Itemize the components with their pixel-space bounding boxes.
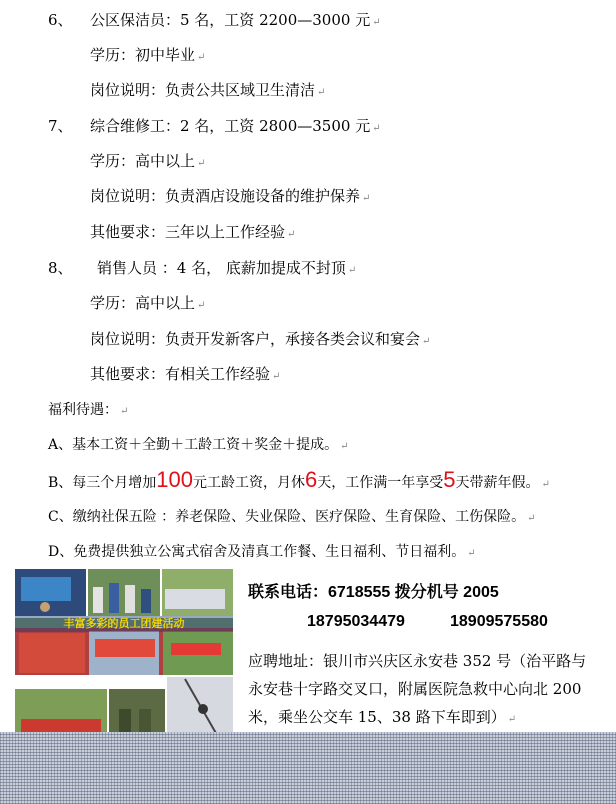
position-7-other: 其他要求：三年以上工作经验 ↵	[90, 223, 296, 241]
position-7-title: 综合维修工：2 名，工资 2800—3500 元 ↵	[90, 117, 381, 135]
benefit-d: D、免费提供独立公寓式宿舍及清真工作餐、生日福利、节日福利。 ↵	[48, 544, 476, 560]
position-8-title: 销售人员 ：4 名， 底薪加提成不封顶 ↵	[97, 259, 357, 277]
position-6-number: 6、	[48, 11, 73, 29]
position-6-title: 公区保洁员：5 名，工资 2200—3000 元 ↵	[90, 11, 381, 29]
photo-collage-image	[15, 569, 233, 751]
position-6-description: 岗位说明：负责公共区域卫生清洁 ↵	[90, 81, 326, 99]
team-building-photo-collage	[15, 569, 233, 751]
contact-mobile-2: 18909575580	[450, 613, 548, 630]
benefit-b-amount: 100	[156, 467, 194, 492]
benefits-heading: 福利待遇： ↵	[48, 402, 129, 418]
contact-address: 应聘地址：银川市兴庆区永安巷 352 号（治平路与永安巷十字路交叉口，附属医院急救中心向北 200 米，乘坐公交车 15、38 路下车即到） ↵	[248, 652, 587, 726]
benefit-b-leave: 5	[443, 467, 456, 492]
position-8-description: 岗位说明：负责开发新客户，承接各类会议和宴会 ↵	[90, 330, 431, 348]
position-8-number: 8、	[48, 259, 73, 277]
contact-phone: 联系电话：6718555 拨分机号 2005	[248, 584, 499, 601]
benefit-b: B、每三个月增加100元工龄工资，月休6天，工作满一年享受5天带薪年假。 ↵	[48, 467, 550, 492]
position-8-education: 学历：高中以上 ↵	[90, 294, 206, 312]
position-7-number: 7、	[48, 117, 73, 135]
benefit-a: A、基本工资＋全勤＋工龄工资＋奖金＋提成。 ↵	[48, 437, 349, 453]
footer-pattern-band	[0, 732, 616, 804]
photo-banner-caption: 丰富多彩的员工团建活动	[15, 616, 233, 632]
position-6-education: 学历：初中毕业 ↵	[90, 46, 206, 64]
benefit-b-days: 6	[305, 467, 318, 492]
position-7-education: 学历：高中以上 ↵	[90, 152, 206, 170]
position-8-other: 其他要求：有相关工作经验 ↵	[90, 365, 281, 383]
position-7-description: 岗位说明：负责酒店设施设备的维护保养 ↵	[90, 187, 371, 205]
benefit-c: C、缴纳社保五险 ：养老保险、失业保险、医疗保险、生育保险、工伤保险。 ↵	[48, 509, 536, 525]
contact-mobile-1: 18795034479	[307, 613, 405, 630]
